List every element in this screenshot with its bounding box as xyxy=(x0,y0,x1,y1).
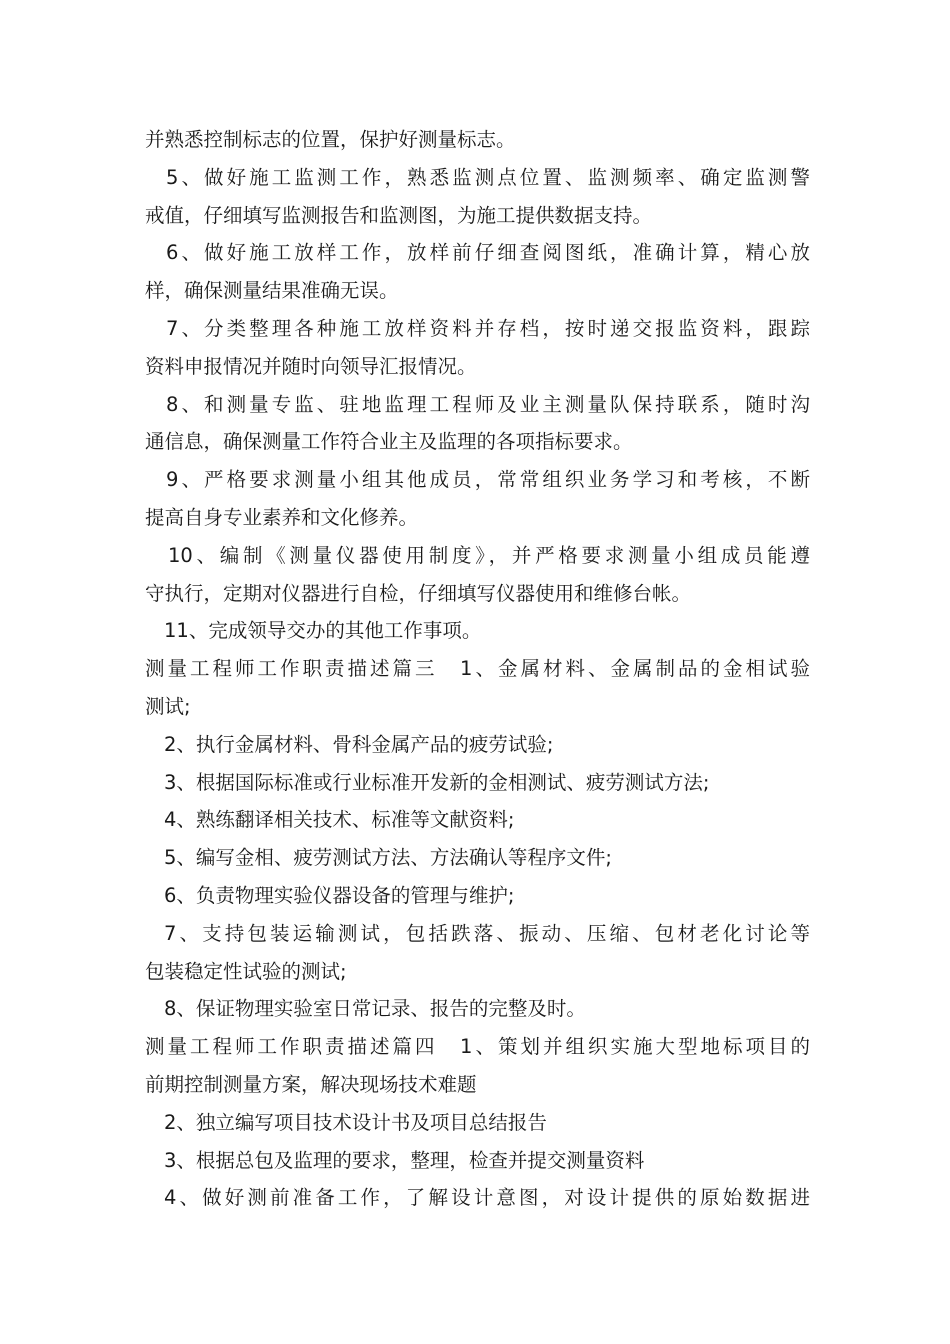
document-body xyxy=(145,121,810,1217)
paragraph-line: 守执行，定期对仪器进行自检，仔细填写仪器使用和维修台帐。 xyxy=(145,581,692,605)
paragraph-line: 8、保证物理实验室日常记录、报告的完整及时。 xyxy=(164,997,586,1021)
section-heading-line: 测量工程师工作职责描述篇四 1、策划并组织实施大型地标项目的 xyxy=(145,1035,810,1059)
paragraph-line: 7、分类整理各种施工放样资料并存档，按时递交报监资料，跟踪 xyxy=(166,316,810,340)
paragraph-line: 6、负责物理实验仪器设备的管理与维护; xyxy=(164,883,515,907)
paragraph-line: 资料申报情况并随时向领导汇报情况。 xyxy=(145,354,477,378)
paragraph-line: 3、根据国际标准或行业标准开发新的金相测试、疲劳测试方法; xyxy=(164,770,710,794)
paragraph-line: 5、做好施工监测工作，熟悉监测点位置、监测频率、确定监测警 xyxy=(166,165,810,189)
paragraph-line: 包装稳定性试验的测试; xyxy=(145,959,347,983)
paragraph-line: 通信息，确保测量工作符合业主及监理的各项指标要求。 xyxy=(145,430,633,454)
paragraph-line: 样，确保测量结果准确无误。 xyxy=(145,279,399,303)
paragraph-line: 并熟悉控制标志的位置，保护好测量标志。 xyxy=(145,128,516,151)
paragraph-line: 前期控制测量方案，解决现场技术难题 xyxy=(145,1072,477,1096)
paragraph-line: 提高自身专业素养和文化修养。 xyxy=(145,505,419,529)
paragraph-line: 4、做好测前准备工作，了解设计意图，对设计提供的原始数据进 xyxy=(164,1186,810,1210)
paragraph-line: 测试; xyxy=(145,694,191,718)
paragraph-line: 戒值，仔细填写监测报告和监测图，为施工提供数据支持。 xyxy=(145,203,653,227)
paragraph-line: 6、做好施工放样工作，放样前仔细查阅图纸，准确计算，精心放 xyxy=(166,241,810,265)
paragraph-line: 8、和测量专监、驻地监理工程师及业主测量队保持联系，随时沟 xyxy=(166,392,810,416)
paragraph-line: 2、执行金属材料、骨科金属产品的疲劳试验; xyxy=(164,732,554,756)
section-heading-line: 测量工程师工作职责描述篇三 1、金属材料、金属制品的金相试验 xyxy=(145,657,810,681)
paragraph-line: 10、编制《测量仪器使用制度》，并严格要求测量小组成员能遵 xyxy=(168,543,810,567)
paragraph-line: 7、支持包装运输测试，包括跌落、振动、压缩、包材老化讨论等 xyxy=(164,921,810,945)
paragraph-line: 4、熟练翻译相关技术、标准等文献资料; xyxy=(164,808,515,832)
paragraph-line: 5、编写金相、疲劳测试方法、方法确认等程序文件; xyxy=(164,846,612,870)
paragraph-line: 3、根据总包及监理的要求，整理，检查并提交测量资料 xyxy=(164,1148,645,1172)
paragraph-line: 9、严格要求测量小组其他成员，常常组织业务学习和考核，不断 xyxy=(166,468,810,492)
paragraph-line: 11、完成领导交办的其他工作事项。 xyxy=(164,619,482,643)
paragraph-line: 2、独立编写项目技术设计书及项目总结报告 xyxy=(164,1110,547,1134)
